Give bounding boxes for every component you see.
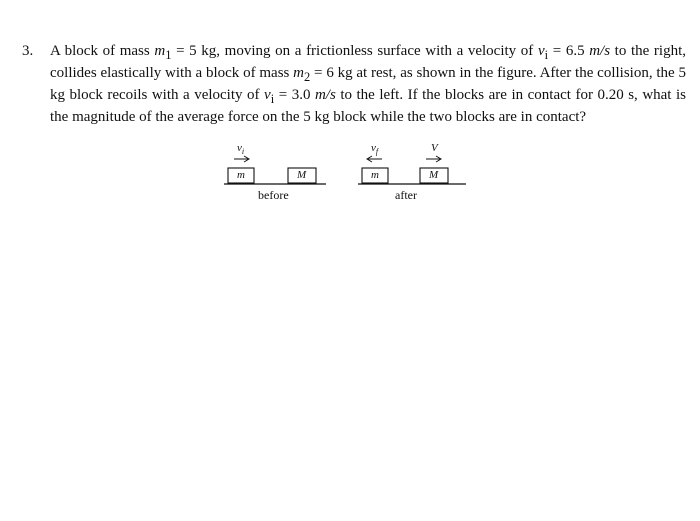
before-M-label: M bbox=[297, 169, 307, 181]
before-m-label: m bbox=[237, 169, 245, 181]
collision-figure bbox=[220, 140, 480, 210]
after-caption: after bbox=[395, 188, 417, 202]
before-caption: before bbox=[258, 188, 289, 202]
V-label: V bbox=[431, 142, 438, 154]
problem-number: 3. bbox=[22, 43, 34, 59]
after-M-label: M bbox=[429, 169, 439, 181]
after-m-label: m bbox=[371, 169, 379, 181]
problem-text: A block of mass $m_1 = 5$ kg, moving on a frictionless surface with a velocity of $v_i = 6.5$ m/s to the right, collides elastically with a block of mass $m_2 = 6$ kg at rest, as shown in the figure. After the collision, the 5 kg block recoils with a velocity of $v_i = 3.0$ m/s to the left. If the blocks are in contact for 0.20 s, what is the magnitude of the average force on the 5 kg block while the two blocks are in contact? bbox=[50, 43, 687, 125]
vf-label: $v_f$ bbox=[371, 142, 379, 157]
vi-label: $v_i$ bbox=[237, 142, 245, 157]
